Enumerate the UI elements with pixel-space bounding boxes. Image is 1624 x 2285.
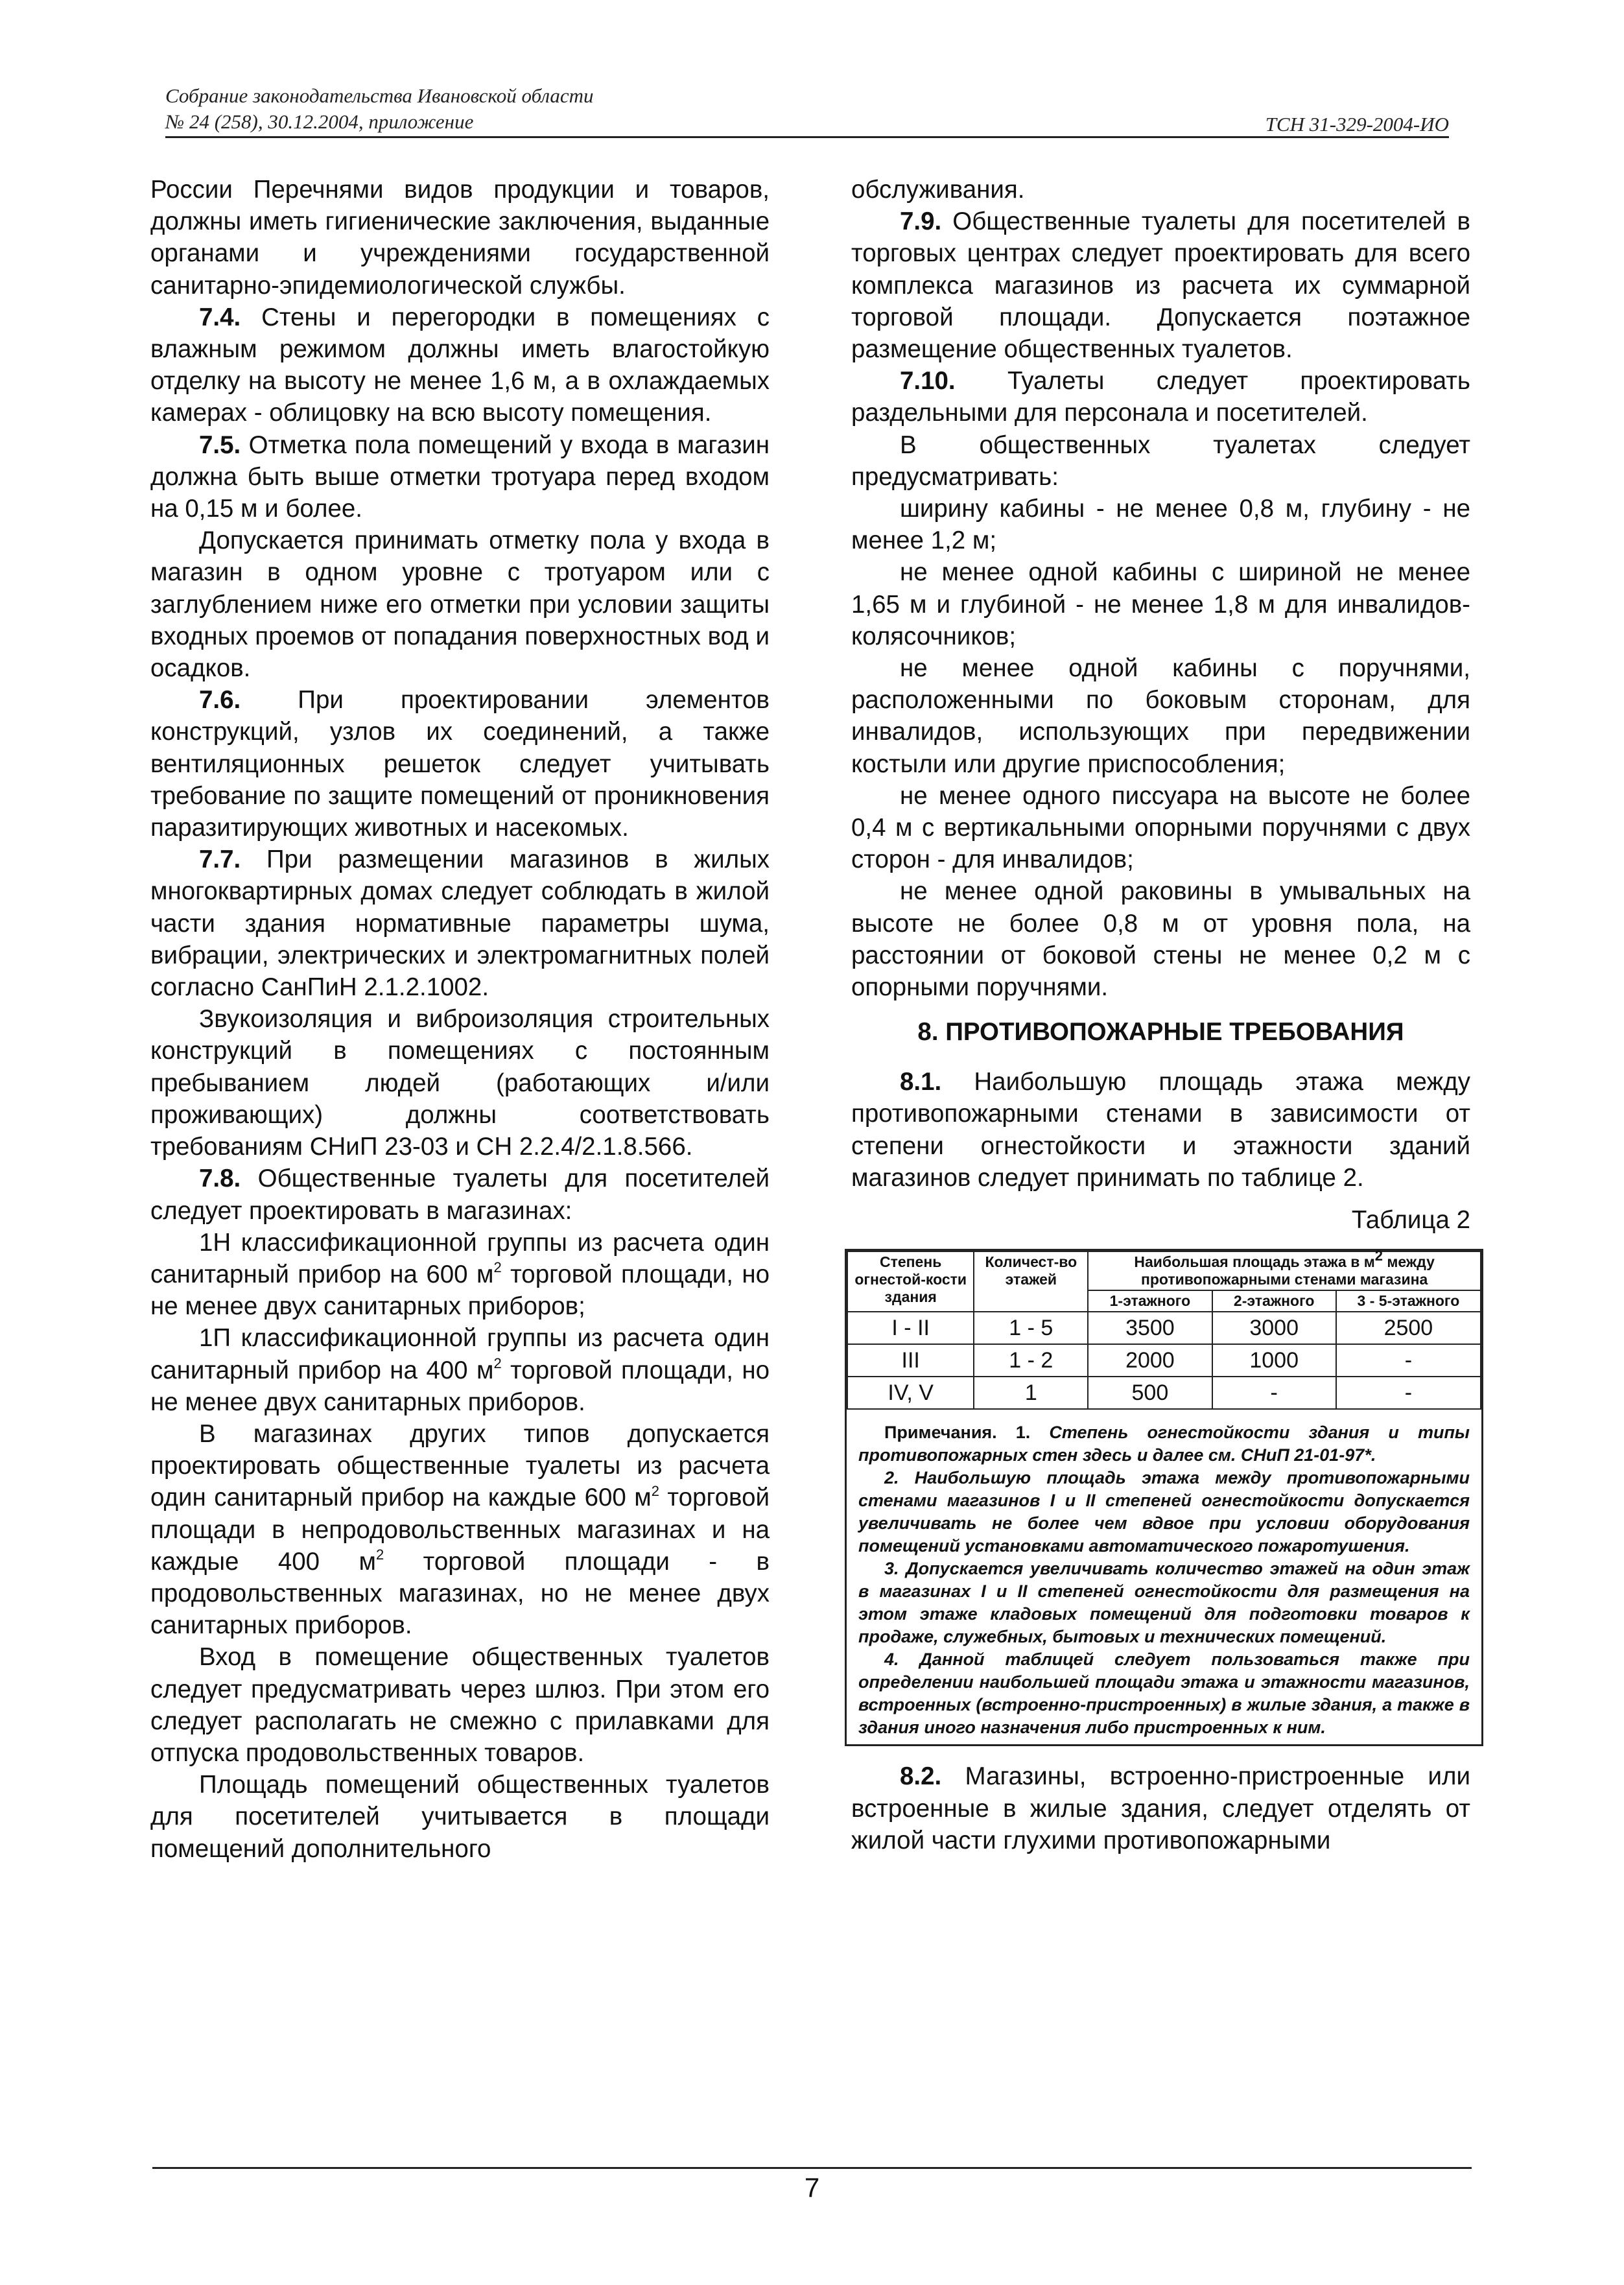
clause-number: 8.2. <box>900 1762 942 1791</box>
list-item: ширину кабины - не менее 0,8 м, глубину - не менее 1,2 м; <box>851 495 1470 555</box>
superscript: 2 <box>375 1546 384 1563</box>
paragraph-7-4 <box>150 302 770 429</box>
paragraph: Площадь помещений общественных туалетов для посетителей учитывается в площади помещений дополнительного <box>150 1771 770 1863</box>
col-header-fire-resistance: Степень огнестой-кости здания <box>847 1251 974 1312</box>
table-row <box>847 1344 1481 1377</box>
table-notes <box>847 1410 1481 1744</box>
col-header-3-5-floor: 3 - 5-этажного <box>1336 1290 1481 1312</box>
text: между противопожарными стенами магазина <box>1140 1253 1435 1288</box>
clause-number: 7.10. <box>900 367 956 396</box>
text: В магазинах других типов допускается проектировать общественные туалеты из расчета один санитарный прибор на каждые 600 м <box>150 1419 770 1512</box>
section-heading: 8. ПРОТИВОПОЖАРНЫЕ ТРЕБОВАНИЯ <box>917 1018 1404 1047</box>
text: Наибольшая площадь этажа в м <box>1134 1253 1375 1271</box>
superscript: 2 <box>493 1259 502 1276</box>
table-cell: IV, V <box>847 1377 974 1409</box>
paragraph: Звукоизоляция и виброизоляция строительных конструкций в помещениях с постоянным пребыванием людей (работающих и/или проживающих) должны соответствовать требованиям СНиП 23-03 и СН 2.2.4/2.1.8.566. <box>150 1005 770 1161</box>
table-cell: III <box>847 1344 974 1377</box>
paragraph <box>150 1418 770 1641</box>
paragraph-7-10 <box>851 365 1470 429</box>
list-item: не менее одной кабины с шириной не менее 1,65 м и глубиной - не менее 1,8 м для инвалидов-колясочников; <box>851 558 1470 650</box>
paragraph: В общественных туалетах следует предусматривать: <box>851 431 1470 491</box>
header-collection-title: Собрание законодательства Ивановской области <box>165 84 594 107</box>
note-1 <box>858 1421 1470 1467</box>
text: 1Н классификационной группы из расчета один санитарный прибор на 600 м <box>150 1228 770 1288</box>
note-4: 4. Данной таблицей следует пользоваться также при определении наибольшей площади этажа и этажности магазинов, встроенных (встроенно-пристроенных) в жилые здания, а также в здания иного назначения либо пристроенных к ним. <box>858 1650 1470 1738</box>
page-number: 7 <box>804 2172 820 2203</box>
clause-text: Стены и перегородки в помещениях с влажным режимом должны иметь влагостойкую отделку на высоту не менее 1,6 м, а в охлаждаемых камерах - облицовку на всю высоту помещения. <box>150 303 770 427</box>
table-cell: 2500 <box>1336 1312 1481 1344</box>
text: торговой площади, но не менее двух санитарных приборов. <box>150 1356 770 1416</box>
table-cell: 3500 <box>1088 1312 1212 1344</box>
table-cell: 1 - 5 <box>974 1312 1088 1344</box>
notes-label: Примечания. <box>884 1423 997 1443</box>
fire-area-table <box>847 1247 1481 1410</box>
table-cell: 1000 <box>1212 1344 1336 1377</box>
table-cell: I - II <box>847 1312 974 1344</box>
clause-number: 8.1. <box>900 1068 942 1096</box>
superscript: 2 <box>493 1355 502 1371</box>
header-issue: № 24 (258), 30.12.2004, приложение <box>165 110 474 133</box>
note-number: 1. <box>996 1423 1031 1443</box>
table-cell: 3000 <box>1212 1312 1336 1344</box>
paragraph: Допускается принимать отметку пола у входа в магазин в одном уровне с тротуаром или с заглублением ниже его отметки при условии защиты входных проемов от попадания поверхностных вод и осадков. <box>150 527 770 683</box>
text: торговой площади, но не менее двух санитарных приборов; <box>150 1260 770 1321</box>
paragraph-7-7 <box>150 844 770 1003</box>
clause-number: 7.5. <box>199 431 241 459</box>
paragraph-7-6 <box>150 684 770 844</box>
paragraph <box>150 1227 770 1323</box>
clause-number: 7.6. <box>199 686 241 715</box>
clause-text: Туалеты следует проектировать раздельными для персонала и посетителей. <box>851 367 1470 427</box>
clause-number: 7.8. <box>199 1165 241 1193</box>
list-item: не менее одного писсуара на высоте не более 0,4 м с вертикальными опорными поручнями с двух сторон - для инвалидов; <box>851 781 1470 874</box>
table-cell: 1 <box>974 1377 1088 1409</box>
note-text: Степень огнестойкости здания и типы противопожарных стен здесь и далее см. СНиП 21-01-97*. <box>858 1423 1470 1465</box>
clause-number: 7.4. <box>199 303 241 331</box>
paragraph-7-9 <box>851 206 1470 365</box>
clause-text: При проектировании элементов конструкций, узлов их соединений, а также вентиляционных решеток следует учитывать требование по защите помещений от проникновения паразитирующих животных и насекомых. <box>150 686 770 842</box>
clause-text: Наибольшую площадь этажа между противопожарными стенами в зависимости от степени огнестойкости и этажности зданий магазинов следует принимать по таблице 2. <box>851 1068 1470 1192</box>
text: 1П классификационной группы из расчета один санитарный прибор на 400 м <box>150 1324 770 1384</box>
header-rule <box>165 136 1449 138</box>
paragraph <box>150 1322 770 1418</box>
paragraph: России Перечнями видов продукции и товаров, должны иметь гигиенические заключения, выданные органами и учреждениями государственной санитарно-эпидемиологической службы. <box>150 176 770 300</box>
table-row <box>847 1312 1481 1344</box>
clause-number: 7.9. <box>900 207 942 236</box>
col-header-floors: Количест-во этажей <box>974 1251 1088 1312</box>
table-cell: - <box>1336 1377 1481 1409</box>
paragraph-8-2 <box>851 1760 1470 1856</box>
table-cell: 2000 <box>1088 1344 1212 1377</box>
superscript: 2 <box>1374 1247 1383 1264</box>
paragraph: Вход в помещение общественных туалетов следует предусматривать через шлюз. При этом его следует располагать не смежно с прилавками для отпуска продовольственных товаров. <box>150 1643 770 1767</box>
table-row <box>847 1377 1481 1409</box>
right-column <box>851 174 1470 1856</box>
clause-text: Отметка пола помещений у входа в магазин должна быть выше отметки тротуара перед входом на 0,15 м и более. <box>150 431 770 523</box>
paragraph-7-8 <box>150 1163 770 1226</box>
running-header <box>165 77 1449 136</box>
table-cell: - <box>1212 1377 1336 1409</box>
list-item: не менее одной раковины в умывальных на высоте не более 0,8 м от уровня пола, на расстоянии от боковой стены не менее 0,2 м с опорными поручнями. <box>851 877 1470 1002</box>
col-header-max-area <box>1088 1247 1481 1290</box>
text: торговой площади - в продовольственных магазинах, но не менее двух санитарных приборов. <box>150 1547 770 1640</box>
table-cell: - <box>1336 1344 1481 1377</box>
clause-text: Магазины, встроенно-пристроенные или встроенные в жилые здания, следует отделять от жилой части глухими противопожарными <box>851 1762 1470 1854</box>
col-header-2-floor: 2-этажного <box>1212 1290 1336 1312</box>
table-header-row <box>847 1251 1481 1290</box>
paragraph-7-5 <box>150 429 770 525</box>
clause-number: 7.7. <box>199 846 241 874</box>
note-2: 2. Наибольшую площадь этажа между противопожарными стенами магазинов I и II степеней огнестойкости допускается увеличивать не более чем вдвое при условии оборудования помещений установками автоматического пожаротушения. <box>858 1468 1470 1556</box>
table-caption: Таблица 2 <box>1351 1206 1470 1235</box>
note-3: 3. Допускается увеличивать количество этажей на один этаж в магазинах I и II степеней огнестойкости для размещения на этом этаже кладовых помещений для подготовки товаров к продаже, служебных, бытовых и технических помещений. <box>858 1559 1470 1647</box>
clause-text: При размещении магазинов в жилых многоквартирных домах следует соблюдать в жилой части здания нормативные параметры шума, вибрации, электрических и электромагнитных полей согласно СанПиН 2.1.2.1002. <box>150 846 770 1002</box>
table-cell: 500 <box>1088 1377 1212 1409</box>
clause-text: Общественные туалеты для посетителей следует проектировать в магазинах: <box>150 1165 770 1225</box>
clause-text: Общественные туалеты для посетителей в торговых центрах следует проектировать для всего комплекса магазинов из расчета их суммарной торговой площади. Допускается поэтажное размещение общественных туалетов. <box>851 207 1470 364</box>
list-item: не менее одной кабины с поручнями, расположенными по боковым сторонам, для инвалидов, использующих при передвижении костыли или другие приспособления; <box>851 654 1470 778</box>
table-2 <box>845 1249 1483 1746</box>
left-column <box>150 174 770 1865</box>
col-header-1-floor: 1-этажного <box>1088 1290 1212 1312</box>
header-doc-code: ТСН 31-329-2004-ИО <box>1265 113 1449 136</box>
paragraph-8-1 <box>851 1066 1470 1194</box>
text: торговой площади в непродовольственных магазинах и на каждые 400 м <box>150 1484 770 1576</box>
superscript: 2 <box>651 1482 659 1499</box>
footer-rule <box>152 2167 1472 2169</box>
paragraph: обслуживания. <box>851 176 1025 204</box>
table-cell: 1 - 2 <box>974 1344 1088 1377</box>
